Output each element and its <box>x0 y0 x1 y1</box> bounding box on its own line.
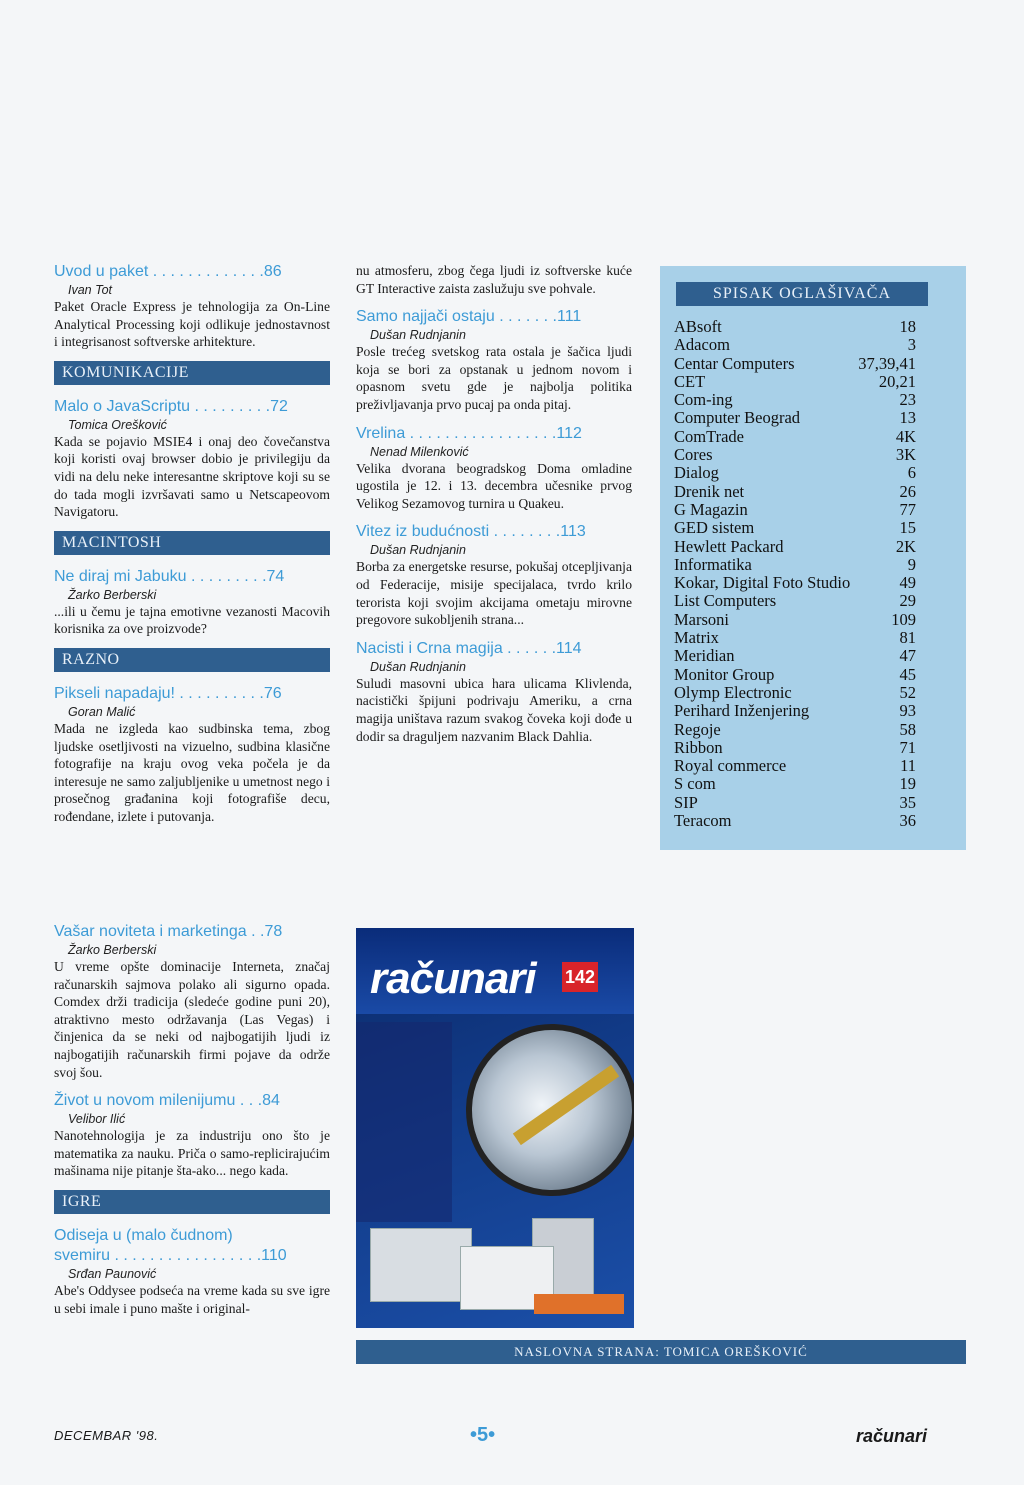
article-title[interactable]: Pikseli napadaju! . . . . . . . . . .76 <box>54 684 282 702</box>
article-entry <box>54 262 330 351</box>
article-summary: ...ili u čemu je tajna emotivne vezanosti Macovih korisnika za ove proizvode? <box>54 603 330 637</box>
advertiser-page: 37,39,41 <box>858 353 916 373</box>
advertiser-row <box>674 647 916 665</box>
section-header: IGRE <box>54 1190 330 1214</box>
article-author: Dušan Rudnjanin <box>370 659 466 674</box>
page-number: •5• <box>470 1424 496 1446</box>
advertiser-name: CET <box>674 371 706 391</box>
advertiser-name: Matrix <box>674 628 719 648</box>
article-author: Ivan Tot <box>68 283 113 297</box>
article-title[interactable]: Život u novom milenijumu . . .84 <box>54 1092 280 1110</box>
advertiser-page: 26 <box>899 481 916 501</box>
advertiser-row <box>674 702 916 720</box>
advertiser-page: 20,21 <box>878 371 916 391</box>
article-entry <box>54 922 330 1081</box>
advertiser-name: ComTrade <box>674 426 744 446</box>
article-summary: Kada se pojavio MSIE4 i onaj deo čovečanstva koji koristi ovaj browser dobio je privilegiju da vidi na delu neke interesantne skriptove koji su se do tada mogli izvršavati samo u Netscapeovom Navigatoru. <box>54 433 330 520</box>
column-left-lower <box>54 922 330 1327</box>
cover-caption: NASLOVNA STRANA: TOMICA OREŠKOVIĆ <box>356 1340 966 1364</box>
article-entry <box>54 567 330 638</box>
advertiser-name: Teracom <box>674 811 732 831</box>
advertiser-name: Dialog <box>674 463 719 483</box>
advertiser-row <box>674 519 916 537</box>
advertiser-page: 3K <box>895 445 916 465</box>
article-summary: Posle trećeg svetskog rata ostala je šačica ljudi koja se bori za opstanak u jednom novom i opasnom svetu gde je najbolja politika preživljavanja prvo pucaj pa onda pitaj. <box>356 344 632 412</box>
advertiser-row <box>674 446 916 464</box>
advertiser-row <box>674 611 916 629</box>
advertisers-box <box>660 266 966 850</box>
advertiser-name: Centar Computers <box>674 353 795 373</box>
advertiser-row <box>674 391 916 409</box>
advertiser-page: 3 <box>907 335 916 355</box>
advertiser-name: S com <box>674 774 716 794</box>
advertiser-page: 81 <box>899 628 916 648</box>
article-author: Žarko Berberski <box>68 943 157 957</box>
advertiser-row <box>674 556 916 574</box>
advertiser-page: 18 <box>899 317 916 336</box>
advertiser-page: 77 <box>899 499 916 519</box>
advertiser-row <box>674 684 916 702</box>
advertiser-row <box>674 775 916 793</box>
article-title[interactable]: Vrelina . . . . . . . . . . . . . . . . .112 <box>356 424 582 442</box>
advertiser-page: 52 <box>899 682 916 702</box>
advertiser-name: Ribbon <box>674 737 723 757</box>
advertiser-page: 11 <box>900 756 916 776</box>
article-summary: Borba za energetske resurse, pokušaj otcepljivanja od Federacije, misije specijalaca, tvrdo krilo terorista koji svojim akcijama ometaju mirovne pregovore sukobljenih strana... <box>356 559 632 628</box>
article-summary: nu atmosferu, zbog čega ljudi iz softverske kuće GT Interactive zaista zaslužuju sve pohvale. <box>356 263 632 296</box>
cover-ribbon <box>534 1294 624 1314</box>
advertiser-page: 36 <box>899 811 916 831</box>
advertiser-name: ABsoft <box>674 317 722 336</box>
advertiser-row <box>674 757 916 775</box>
hard-disk-image <box>442 1000 634 1220</box>
advertiser-page: 23 <box>899 390 916 410</box>
article-title-continued[interactable]: svemiru . . . . . . . . . . . . . . . . .110 <box>54 1246 287 1264</box>
advertiser-page: 15 <box>899 518 916 538</box>
advertiser-name: Perihard Inženjering <box>674 701 810 721</box>
article-entry <box>356 522 632 628</box>
advertiser-page: 6 <box>907 463 916 483</box>
column-left <box>54 262 330 836</box>
article-title[interactable]: Ne diraj mi Jabuku . . . . . . . . .74 <box>54 567 285 585</box>
advertiser-row <box>674 721 916 739</box>
article-summary: Nanotehnologija je za industriju ono što je matematika za nauku. Priča o samo-replicirajućim mašinama nije pitanje šta-ako... nego kada. <box>54 1128 330 1179</box>
advertiser-row <box>674 629 916 647</box>
article-title[interactable]: Odiseja u (malo čudnom) <box>54 1226 233 1244</box>
cover-sidebar <box>356 1022 452 1222</box>
advertiser-name: Kokar, Digital Foto Studio <box>674 573 851 593</box>
article-title[interactable]: Vašar noviteta i marketinga . .78 <box>54 923 283 940</box>
advertiser-name: Cores <box>674 445 713 465</box>
cover-issue-number: 142 <box>562 962 598 992</box>
article-author: Dušan Rudnjanin <box>370 543 466 558</box>
advertiser-page: 2K <box>895 536 916 556</box>
column-middle <box>356 262 632 755</box>
section-header: MACINTOSH <box>54 531 330 555</box>
advertiser-row <box>674 574 916 592</box>
article-author: Nenad Milenković <box>370 444 469 459</box>
article-author: Velibor Ilić <box>68 1112 126 1127</box>
advertiser-row <box>674 592 916 610</box>
article-summary: Paket Oracle Express je tehnologija za On-Line Analytical Processing koji odlikuje jednostavnost i integrisanost softverske arhitekture. <box>54 299 330 350</box>
article-entry <box>356 307 632 413</box>
advertiser-name: G Magazin <box>674 499 748 519</box>
advertiser-name: Hewlett Packard <box>674 536 784 556</box>
advertiser-row <box>674 373 916 391</box>
advertiser-page: 71 <box>899 737 916 757</box>
advertiser-name: Olymp Electronic <box>674 682 792 702</box>
article-title[interactable]: Vitez iz budućnosti . . . . . . . .113 <box>356 523 586 541</box>
advertisers-list <box>674 318 916 830</box>
article-title[interactable]: Samo najjači ostaju . . . . . . .111 <box>356 308 582 326</box>
section-header: KOMUNIKACIJE <box>54 361 330 385</box>
advertiser-row <box>674 428 916 446</box>
footer-date: DECEMBAR '98. <box>54 1428 159 1443</box>
article-entry <box>54 684 330 826</box>
article-entry <box>356 262 632 297</box>
article-author: Žarko Berberski <box>68 587 157 602</box>
advertiser-name: Com-ing <box>674 390 733 410</box>
advertiser-row <box>674 318 916 336</box>
advertiser-name: GED sistem <box>674 518 755 538</box>
advertiser-page: 29 <box>899 591 916 611</box>
advertiser-row <box>674 483 916 501</box>
advertiser-page: 49 <box>899 573 916 593</box>
article-summary: Suludi masovni ubica hara ulicama Klivlenda, nacistički špijuni podrivaju Ameriku, a crna magija uništava razum svakog čoveka koji dođe u dodir sa dragulјem nazvanim Black Dahlia. <box>356 675 632 744</box>
advertiser-name: Marsoni <box>674 609 729 629</box>
advertiser-row <box>674 739 916 757</box>
article-author: Dušan Rudnjanin <box>370 328 466 343</box>
article-summary: Mada ne izgleda kao sudbinska tema, zbog ljudske osetljivosti na vizuelno, sudbina klasične fotografije na kraju ovog veka počela je da interesuje ne samo zaljubljenike u umetnost nego i prosečnog građanina koji fotografiše decu, rođendane, izlete i putovanja. <box>54 720 330 824</box>
advertiser-page: 4K <box>895 426 916 446</box>
advertiser-page: 19 <box>899 774 916 794</box>
advertiser-row <box>674 336 916 354</box>
advertisers-header: SPISAK OGLAŠIVAČA <box>676 282 928 306</box>
advertiser-page: 58 <box>899 719 916 739</box>
advertiser-name: Meridian <box>674 646 735 666</box>
advertiser-name: Regoje <box>674 719 721 739</box>
article-entry <box>54 397 330 521</box>
advertiser-row <box>674 812 916 830</box>
article-title[interactable]: Nacisti i Crna magija . . . . . .114 <box>356 639 582 657</box>
article-entry <box>356 639 632 745</box>
advertiser-row <box>674 538 916 556</box>
advertiser-row <box>674 501 916 519</box>
advertiser-name: Adacom <box>674 335 730 355</box>
article-author: Srđan Paunović <box>68 1266 157 1281</box>
article-title[interactable]: Malo o JavaScriptu . . . . . . . . .72 <box>54 397 288 415</box>
footer-magazine-name: računari <box>856 1426 928 1446</box>
advertiser-page: 93 <box>899 701 916 721</box>
advertiser-name: Monitor Group <box>674 664 775 684</box>
article-summary: Velika dvorana beogradskog Doma omladine ugostila je 12. i 13. decembra učesnike prvog Velikog Sezamovog turnira u Quakeu. <box>356 460 632 511</box>
advertiser-page: 47 <box>899 646 916 666</box>
section-header: RAZNO <box>54 648 330 672</box>
article-entry <box>54 1226 330 1317</box>
advertiser-name: Drenik net <box>674 481 745 501</box>
magazine-cover-image <box>356 928 634 1328</box>
advertiser-page: 109 <box>891 609 916 629</box>
article-entry <box>54 1091 330 1180</box>
advertiser-row <box>674 464 916 482</box>
advertiser-name: Royal commerce <box>674 756 787 776</box>
advertiser-name: List Computers <box>674 591 777 611</box>
advertiser-row <box>674 794 916 812</box>
advertiser-page: 35 <box>899 792 916 812</box>
article-summary: Abe's Oddysee podseća na vreme kada su sve igre u sebi imale i puno mašte i original- <box>54 1282 330 1316</box>
advertiser-row <box>674 409 916 427</box>
advertiser-name: Computer Beograd <box>674 408 801 428</box>
advertiser-row <box>674 666 916 684</box>
printer-image <box>370 1228 472 1302</box>
advertiser-name: SIP <box>674 792 698 812</box>
advertiser-page: 13 <box>899 408 916 428</box>
article-entry <box>356 424 632 513</box>
cover-logo: računari <box>370 954 536 1003</box>
advertiser-name: Informatika <box>674 554 752 574</box>
advertiser-page: 45 <box>899 664 916 684</box>
article-title[interactable]: Uvod u paket . . . . . . . . . . . . .86 <box>54 263 282 280</box>
advertiser-row <box>674 355 916 373</box>
article-summary: U vreme opšte dominacije Interneta, značaj računarskih sajmova polako ali sigurno opada. Comdex drži tradicija (sledeće godine puni 20), atraktivno mesto održavanja (Las Vegas) i činjenica da se neki od najbogatijih ljudi iz najbogatijih računarskih firmi pojave da održe svoj šou. <box>54 959 330 1080</box>
article-author: Goran Malić <box>68 704 136 719</box>
article-author: Tomica Orešković <box>68 417 167 432</box>
advertiser-page: 9 <box>907 554 916 574</box>
